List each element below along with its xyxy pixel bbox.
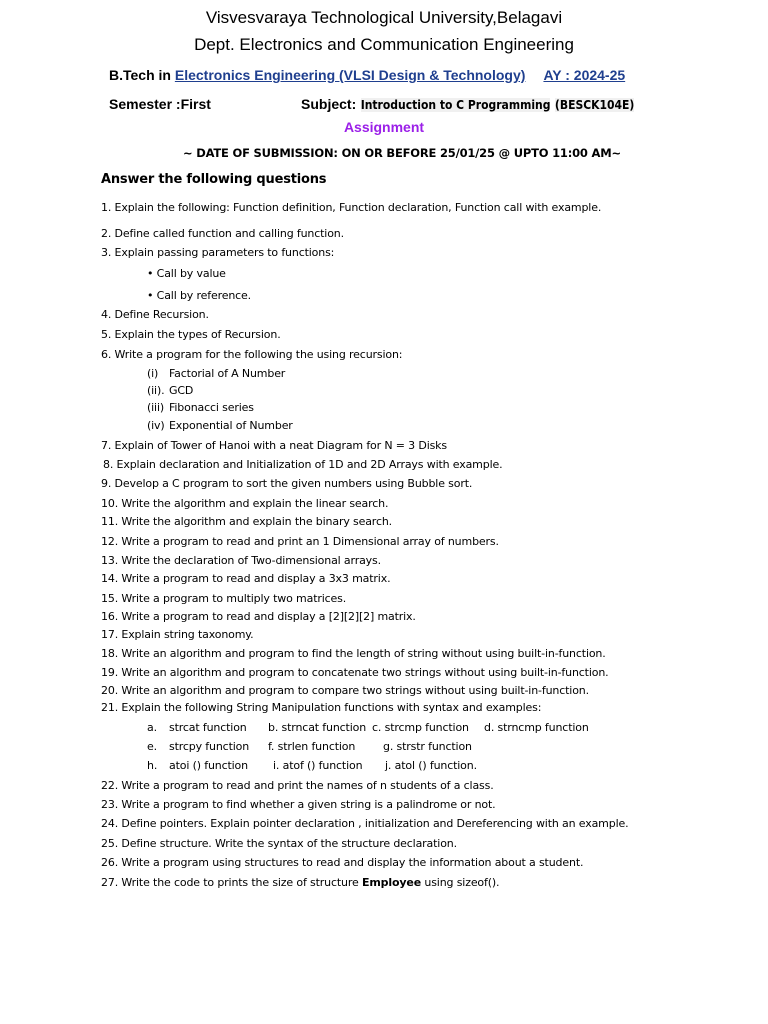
question-13: 13. Write the declaration of Two-dimensional arrays. [101,554,381,567]
string-func-text: strstr function [396,740,472,753]
string-func-item [268,740,355,753]
question-25: 25. Define structure. Write the syntax of the structure declaration. [101,837,457,850]
question-11: 11. Write the algorithm and explain the binary search. [101,515,393,528]
question-9: 9. Develop a C program to sort the given numbers using Bubble sort. [101,477,473,490]
question-27-tail: using sizeof(). [421,876,500,889]
string-func-label: b. [268,721,279,734]
string-func-text: atoi () function [169,759,248,772]
string-func-label: j. [385,759,392,772]
question-23: 23. Write a program to find whether a given string is a palindrome or not. [101,798,496,811]
string-func-text: atol () function. [394,759,477,772]
question-1: 1. Explain the following: Function definition, Function declaration, Function call with example. [101,201,602,214]
string-func-label: e. [147,740,157,753]
recursion-item [147,384,193,397]
string-func-text: atof () function [282,759,363,772]
instructions-heading: Answer the following questions [101,172,327,187]
string-func-label: a. [147,721,157,734]
recursion-item-text: Fibonacci series [169,401,254,414]
string-func-item [484,721,589,734]
question-17: 17. Explain string taxonomy. [101,628,254,641]
string-func-text: strlen function [277,740,356,753]
question-22: 22. Write a program to read and print the names of n students of a class. [101,779,494,792]
question-24: 24. Define pointers. Explain pointer declaration , initialization and Dereferencing with an example. [101,817,629,830]
subject-name: Introduction to C Programming [360,98,551,112]
branch-link[interactable]: Electronics Engineering (VLSI Design & Technology) [174,67,526,83]
string-func-item [268,721,366,734]
string-func-text: strncat function [281,721,367,734]
subject-code: (BESCK104E) [554,98,635,112]
string-func-text: strcat function [169,721,247,734]
question-16: 16. Write a program to read and display a [2][2][2] matrix. [101,610,416,623]
department-title: Dept. Electronics and Communication Engineering [194,35,574,54]
string-func-label: h. [147,759,158,772]
question-19: 19. Write an algorithm and program to concatenate two strings without using built-in-function. [101,666,609,679]
string-func-item [372,721,469,734]
recursion-item-num: (i) [147,367,159,380]
string-func-label: c. [372,721,382,734]
string-func-item [385,759,477,772]
question-12: 12. Write a program to read and print an 1 Dimensional array of numbers. [101,535,499,548]
recursion-item [147,367,285,380]
ay-link[interactable]: AY : 2024-25 [543,67,626,83]
recursion-item-num: (iii) [147,401,165,414]
string-func-label: i. [273,759,280,772]
recursion-item [147,401,254,414]
question-27 [101,876,499,889]
question-2: 2. Define called function and calling function. [101,227,344,240]
submission-date: ~ DATE OF SUBMISSION: ON OR BEFORE 25/01/25 @ UPTO 11:00 AM~ [183,146,621,160]
question-7: 7. Explain of Tower of Hanoi with a neat Diagram for N = 3 Disks [101,439,447,452]
question-21: 21. Explain the following String Manipulation functions with syntax and examples: [101,701,542,714]
sub-item-call-by-value: • Call by value [147,267,226,280]
sub-item-call-by-reference: • Call by reference. [147,289,252,302]
recursion-item-text: Factorial of A Number [169,367,286,380]
string-func-item [273,759,362,772]
question-5: 5. Explain the types of Recursion. [101,328,281,341]
program-line [109,67,625,83]
string-func-item [147,759,248,772]
subject-line [301,96,634,114]
question-8: 8. Explain declaration and Initialization of 1D and 2D Arrays with example. [103,458,503,471]
recursion-item [147,419,293,432]
string-func-label: d. [484,721,495,734]
question-18: 18. Write an algorithm and program to find the length of string without using built-in-function. [101,647,606,660]
recursion-item-text: GCD [169,384,194,397]
university-title: Visvesvaraya Technological University,Belagavi [205,8,563,27]
string-func-text: strncmp function [497,721,589,734]
question-14: 14. Write a program to read and display a 3x3 matrix. [101,572,391,585]
string-func-label: f. [268,740,275,753]
recursion-item-num: (ii). [147,384,165,397]
semester-label: Semester :First [109,96,211,112]
question-27-text: 27. Write the code to prints the size of structure [101,876,362,889]
subject-label: Subject: [301,96,357,112]
question-15: 15. Write a program to multiply two matrices. [101,592,347,605]
recursion-item-text: Exponential of Number [169,419,293,432]
string-func-item [147,721,247,734]
question-10: 10. Write the algorithm and explain the linear search. [101,497,389,510]
question-20: 20. Write an algorithm and program to compare two strings without using built-in-function. [101,684,589,697]
question-3: 3. Explain passing parameters to functions: [101,246,335,259]
question-6: 6. Write a program for the following the using recursion: [101,348,403,361]
string-func-item [147,740,249,753]
question-27-bold: Employee [361,876,422,889]
string-func-label: g. [383,740,394,753]
string-func-text: strcmp function [384,721,469,734]
assignment-title: Assignment [343,119,425,135]
question-26: 26. Write a program using structures to read and display the information about a student. [101,856,584,869]
question-4: 4. Define Recursion. [101,308,209,321]
string-func-text: strcpy function [169,740,250,753]
recursion-item-num: (iv) [147,419,165,432]
string-func-item [383,740,472,753]
program-prefix: B.Tech in [109,67,175,83]
